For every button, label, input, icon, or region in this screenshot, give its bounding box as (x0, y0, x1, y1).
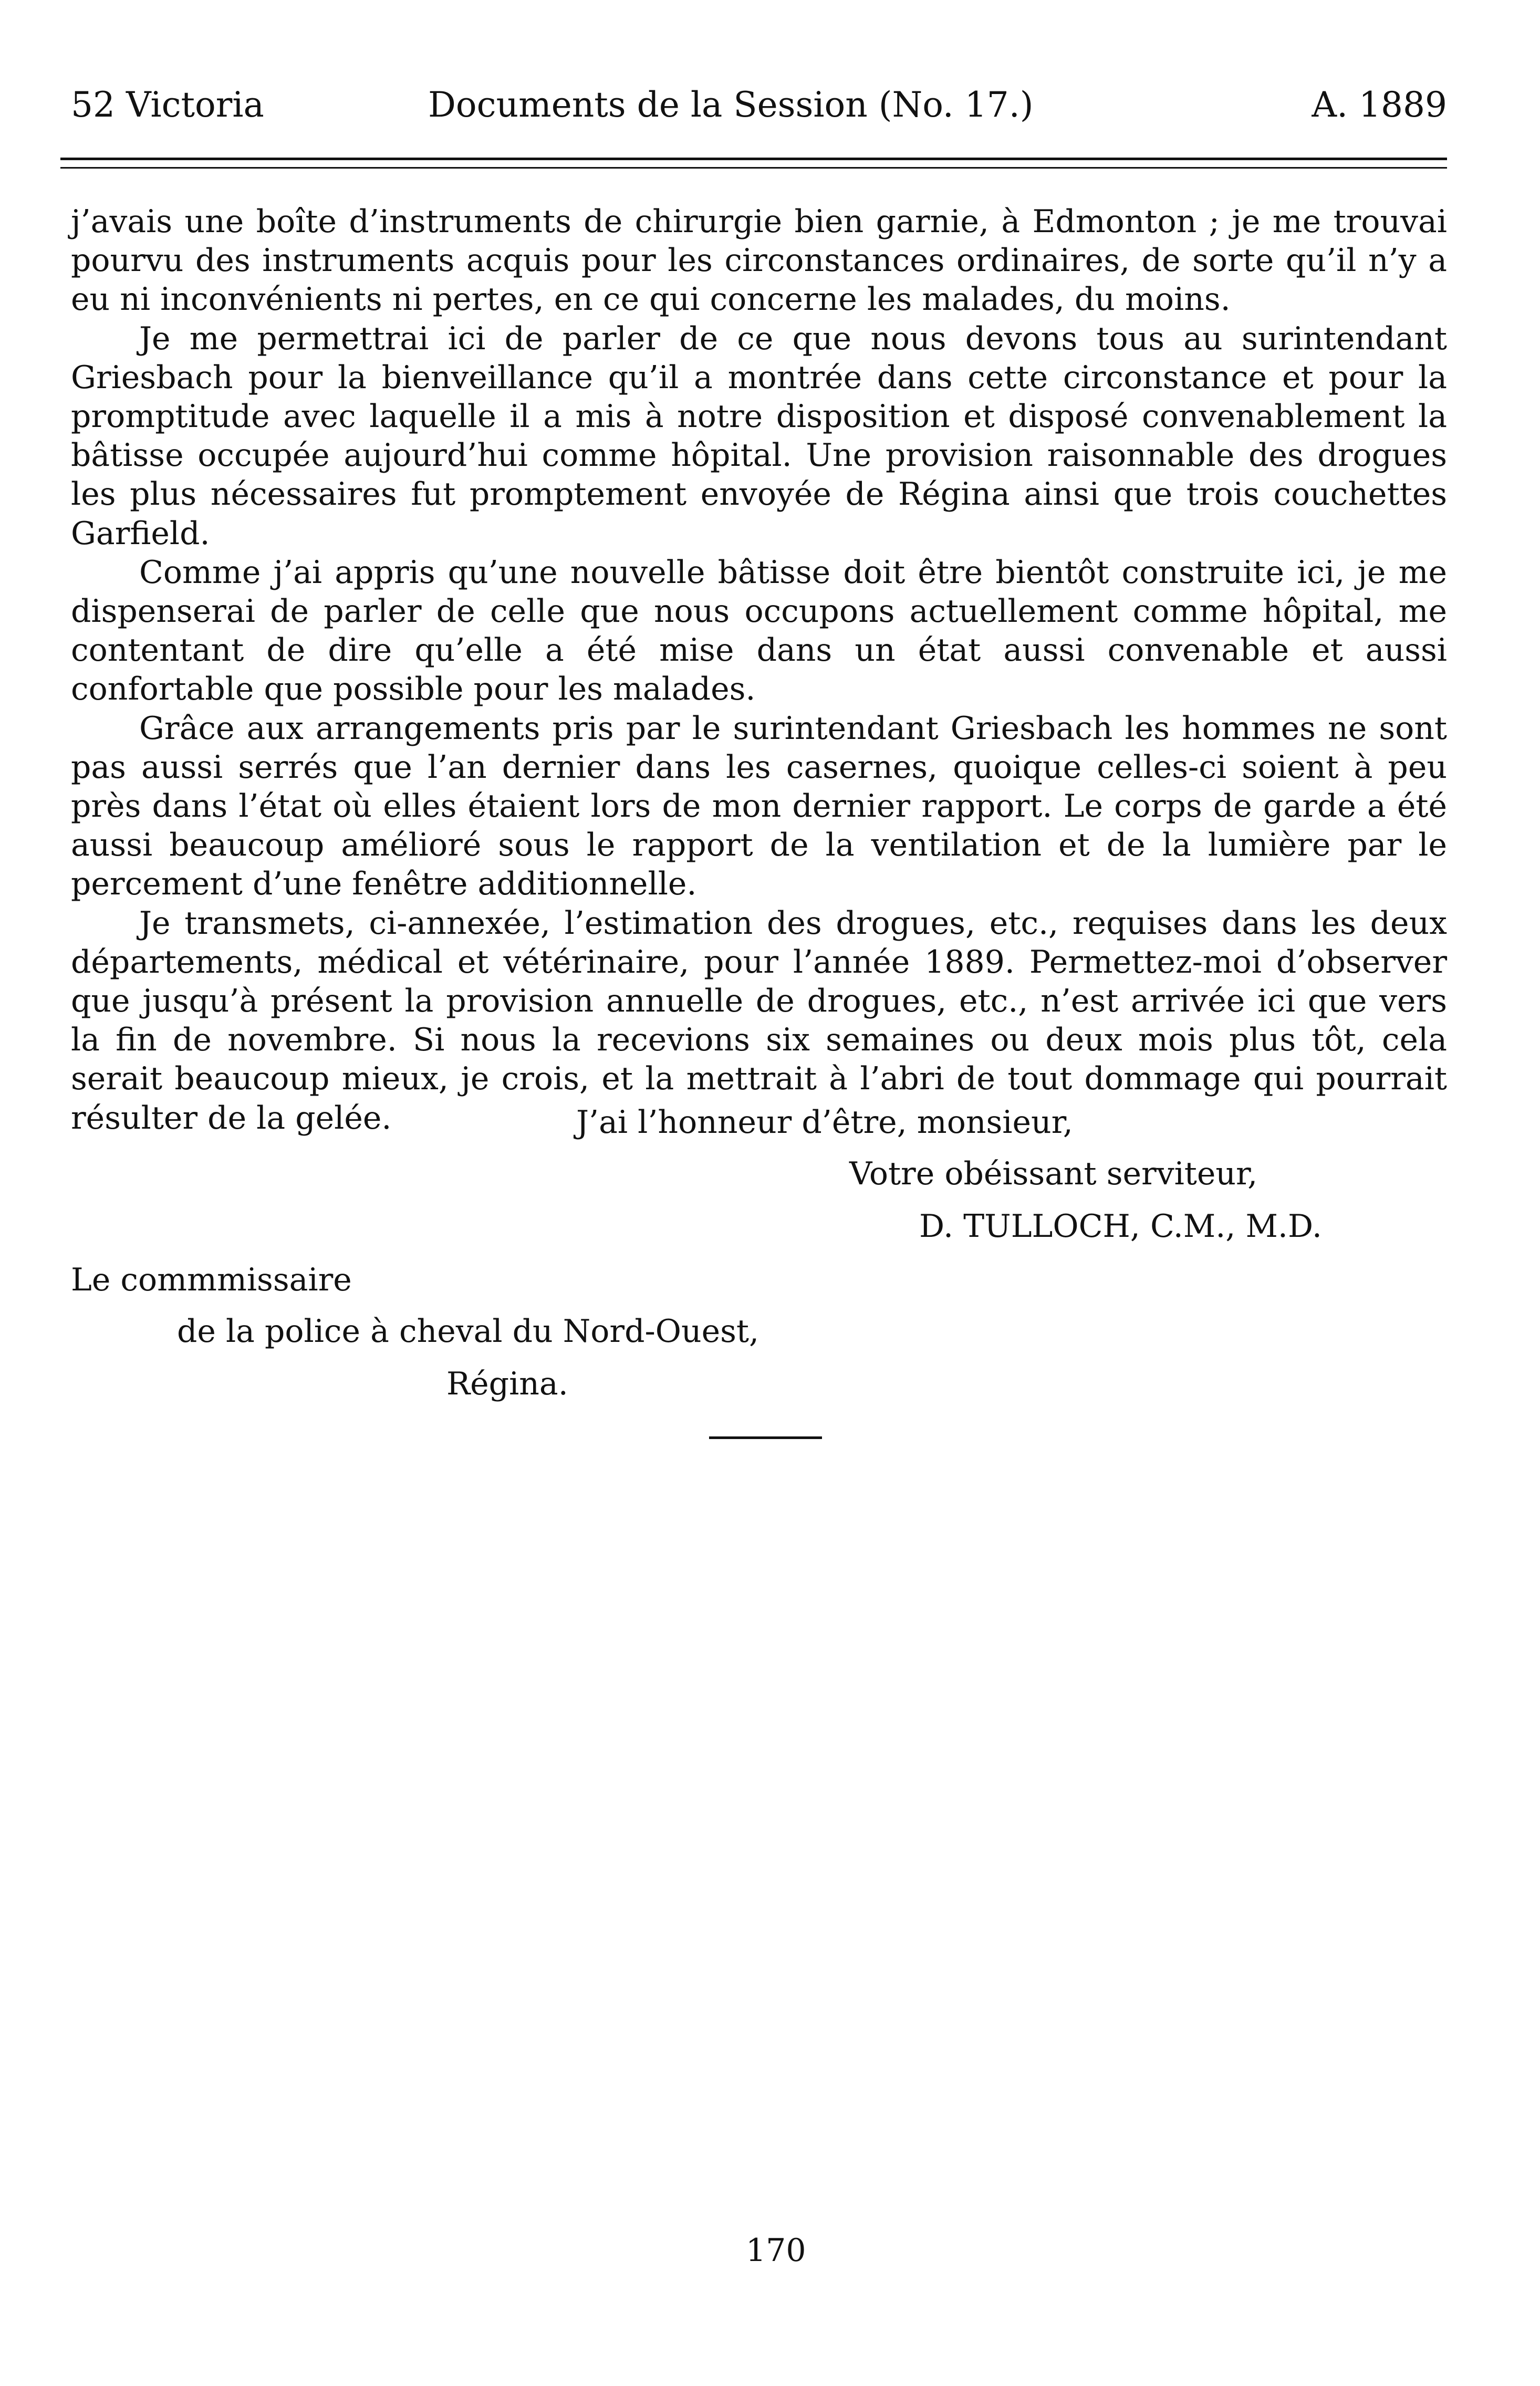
recipient-title: Le commmissaire (71, 1262, 352, 1298)
header-session-year: 52 Victoria (71, 85, 264, 125)
header-rule-thick (60, 158, 1447, 160)
header-document-title: Documents de la Session (No. 17.) (428, 85, 1034, 125)
paragraph: Je transmets, ci-annexée, l’estimation des drogues, etc., requises dans les deux départements, médical et vétérinaire, pour l’année 1889. Permettez-moi d’observer que jusqu’à présent la provision annuelle de drogues, etc., n’est arrivée ici que vers la fin de novembre. Si nous la recevions six semaines ou deux mois plus tôt, cela serait beaucoup mieux, je crois, et la mettrait à l’abri de tout dommage qui pourrait résulter de la gelée. (71, 904, 1447, 1137)
header-rule-thin (60, 167, 1447, 169)
recipient-location: Régina. (446, 1366, 568, 1402)
header-year: A. 1889 (1312, 85, 1447, 125)
paragraph-continued: j’avais une boîte d’instruments de chirurgie bien garnie, à Edmonton ; je me trouvai pourvu des instruments acquis pour les circonstances ordinaires, de sorte qu’il n’y a eu ni inconvénients ni pertes, en ce qui concerne les malades, du moins. (71, 203, 1447, 318)
signature: D. TULLOCH, C.M., M.D. (919, 1208, 1322, 1245)
closing-servant: Votre obéissant serviteur, (849, 1155, 1258, 1192)
closing-salutation: J’ai l’honneur d’être, monsieur, (576, 1104, 1073, 1141)
recipient-organization: de la police à cheval du Nord-Ouest, (177, 1313, 759, 1350)
running-header (71, 79, 1447, 131)
end-rule (709, 1436, 822, 1439)
page-number: 170 (746, 2232, 806, 2269)
paragraph: Grâce aux arrangements pris par le surintendant Griesbach les hommes ne sont pas aussi serrés que l’an dernier dans les casernes, quoique celles-ci soient à peu près dans l’état où elles étaient lors de mon dernier rapport. Le corps de garde a été aussi beaucoup amélioré sous le rapport de la ventilation et de la lumière par le percement d’une fenêtre additionnelle. (71, 710, 1447, 903)
paragraph: Je me permettrai ici de parler de ce que nous devons tous au surintendant Griesbach pour la bienveillance qu’il a montrée dans cette circonstance et pour la promptitude avec laquelle il a mis à notre disposition et disposé convenablement la bâtisse occupée aujourd’hui comme hôpital. Une provision raisonnable des drogues les plus nécessaires fut promptement envoyée de Régina ainsi que trois couchettes Garfield. (71, 320, 1447, 552)
letter-body (71, 202, 1447, 1138)
paragraph: Comme j’ai appris qu’une nouvelle bâtisse doit être bientôt construite ici, je me dispenserai de parler de celle que nous occupons actuellement comme hôpital, me contentant de dire qu’elle a été mise dans un état aussi convenable et aussi confortable que possible pour les malades. (71, 554, 1447, 708)
